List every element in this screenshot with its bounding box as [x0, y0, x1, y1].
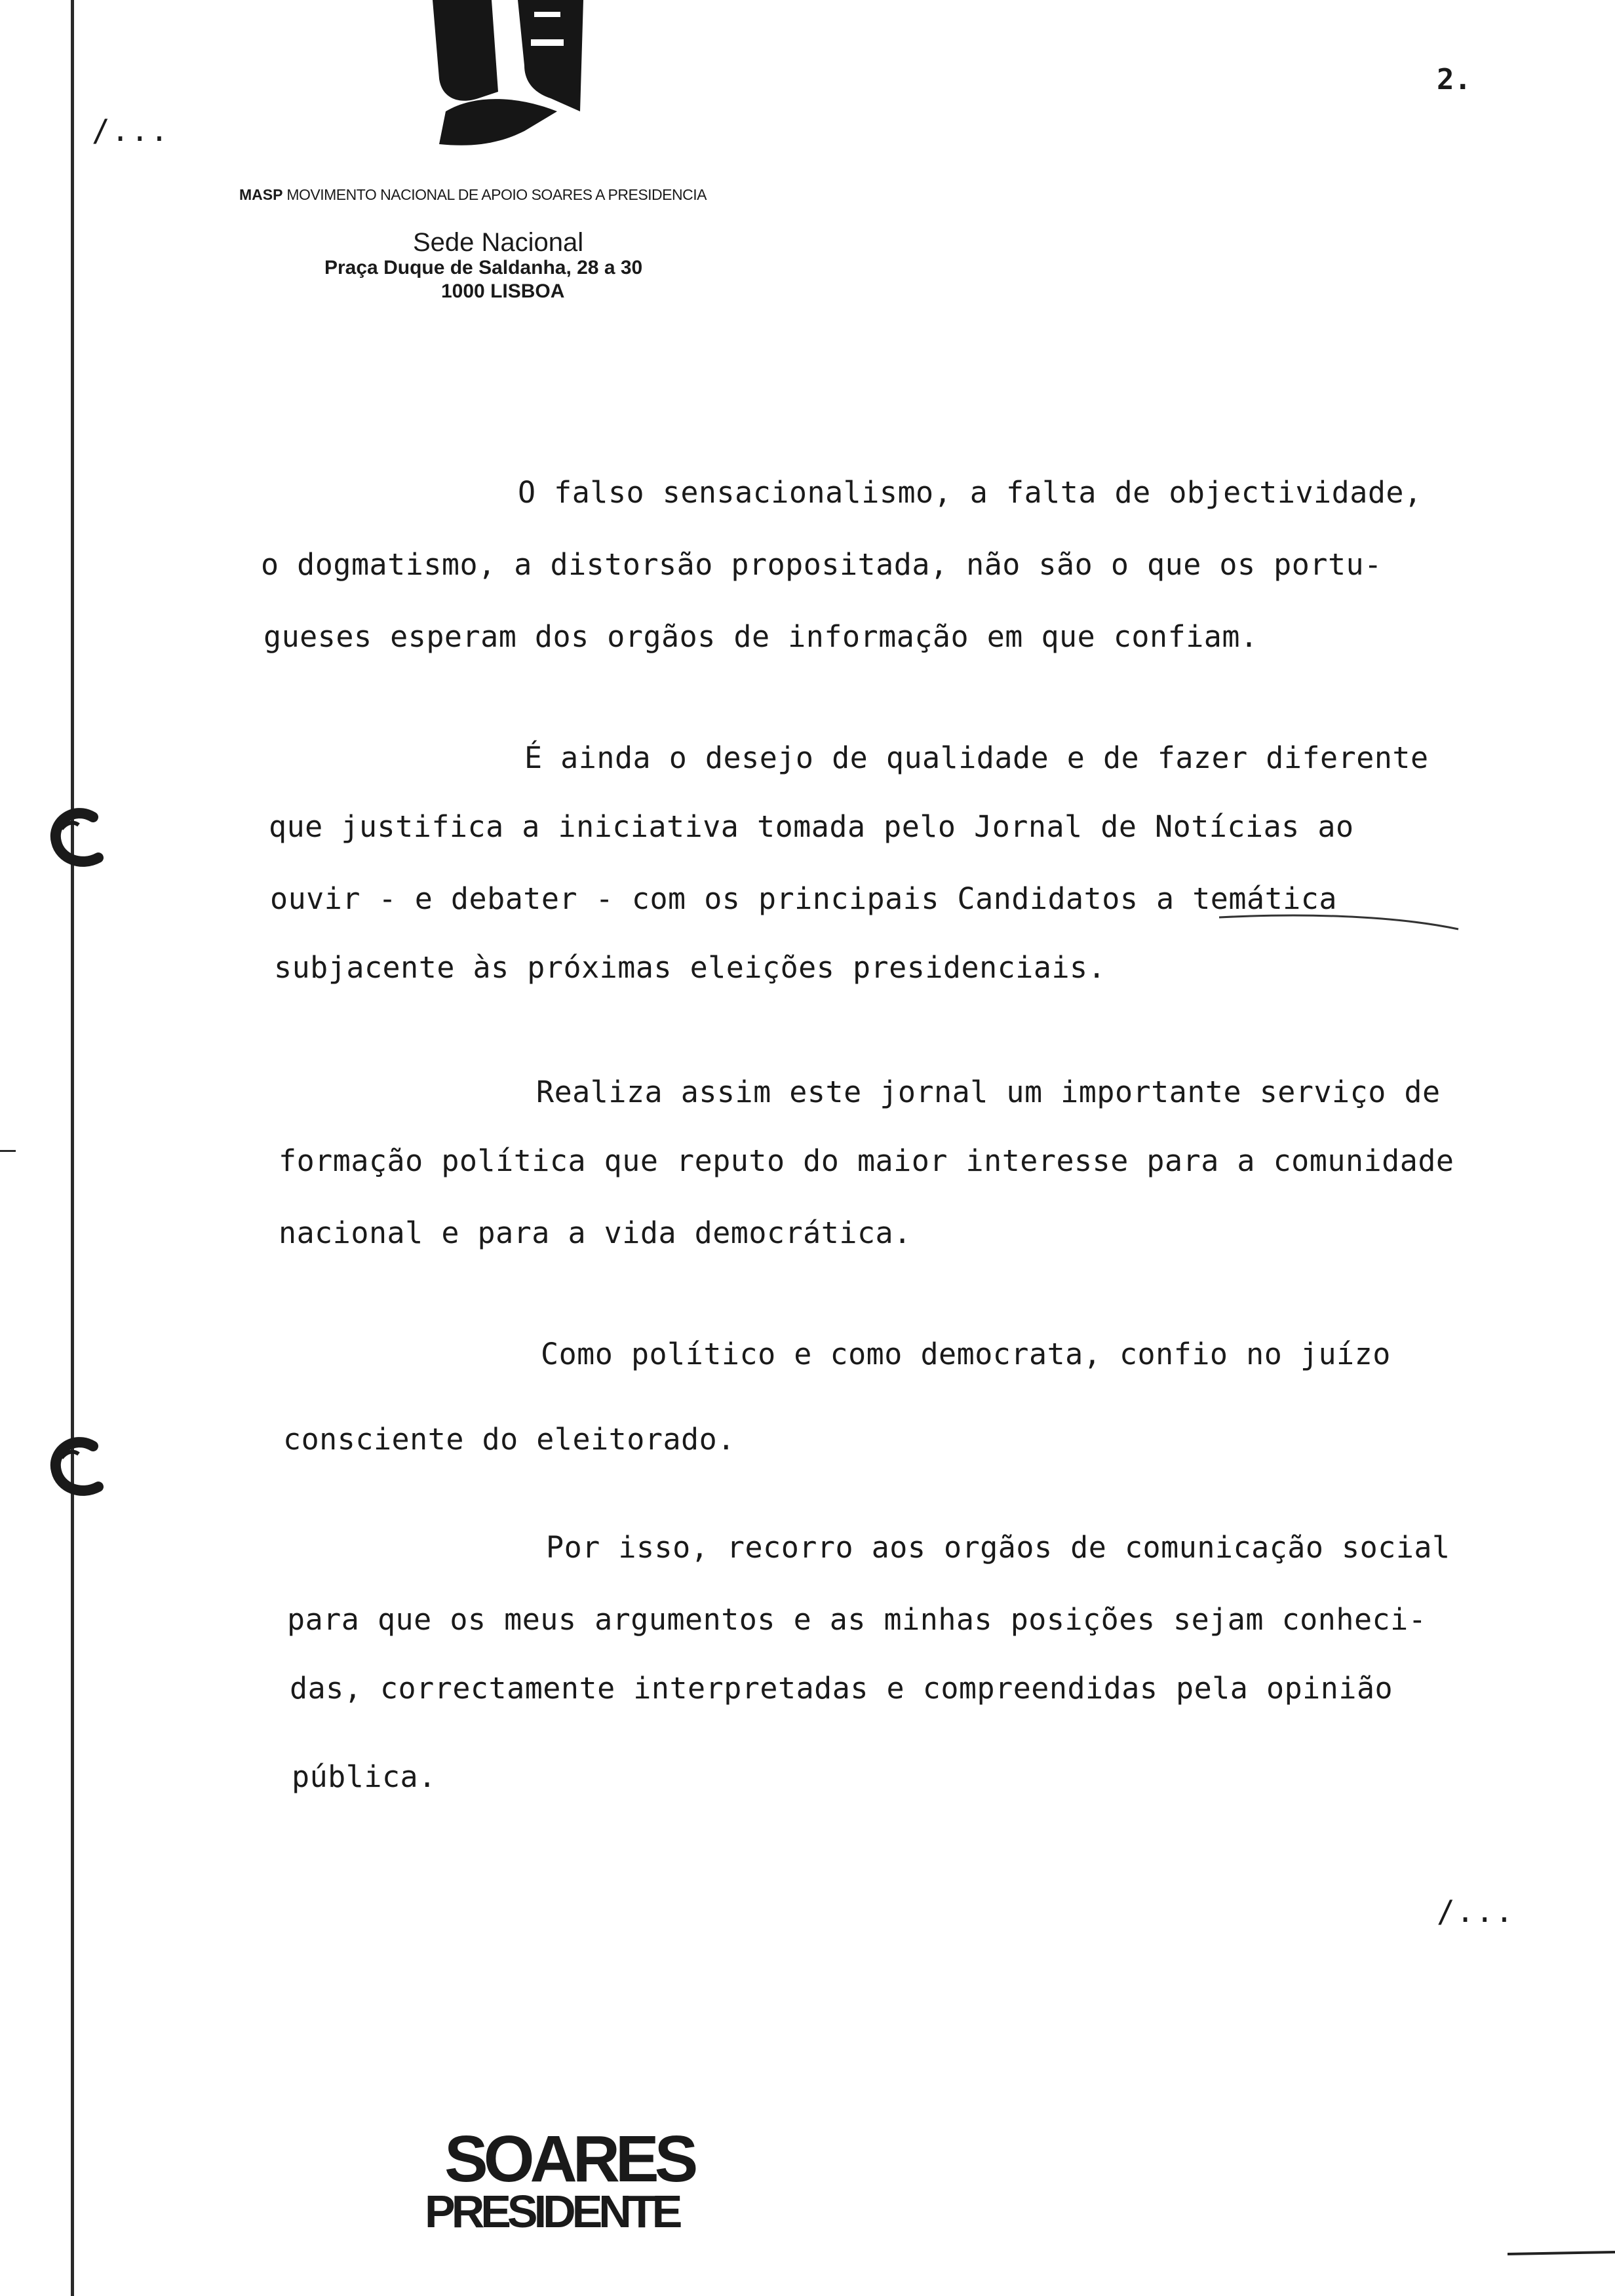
binding-margin-line	[71, 0, 74, 2296]
continued-marker-bottom: /...	[1437, 1894, 1515, 1929]
campaign-brand-line-2: PRESIDENTE	[425, 2186, 679, 2237]
body-line: para que os meus argumentos e as minhas posições sejam conheci-	[287, 1602, 1427, 1637]
body-line: pública.	[292, 1759, 437, 1794]
punch-hole-icon	[47, 1432, 107, 1500]
body-line: Como político e como democrata, confio no juízo	[541, 1337, 1391, 1371]
campaign-brand-line-1: SOARES	[444, 2122, 694, 2196]
headquarters-title: Sede Nacional	[413, 228, 584, 257]
headquarters-address: Praça Duque de Saldanha, 28 a 30	[324, 257, 643, 278]
margin-tick	[0, 1150, 16, 1152]
body-line: das, correctamente interpretadas e compreendidas pela opinião	[290, 1671, 1393, 1706]
body-line: gueses esperam dos orgãos de informação em que confiam.	[263, 619, 1258, 654]
pen-underline-mark	[1219, 911, 1462, 930]
body-line: formação política que reputo do maior interesse para a comunidade	[279, 1143, 1454, 1178]
organization-full-name: MOVIMENTO NACIONAL DE APOIO SOARES A PRESIDENCIA	[286, 186, 707, 203]
body-line: ouvir - e debater - com os principais Candidatos a temática	[270, 881, 1337, 916]
body-line: o dogmatismo, a distorsão propositada, não são o que os portu-	[261, 547, 1382, 582]
continued-marker-top: /...	[92, 113, 170, 148]
body-line: Realiza assim este jornal um importante serviço de	[536, 1075, 1441, 1109]
corner-stroke-mark	[1508, 2250, 1615, 2257]
body-line: O falso sensacionalismo, a falta de objectividade,	[518, 475, 1422, 510]
body-line: subjacente às próximas eleições presidenciais.	[274, 950, 1106, 985]
body-line: Por isso, recorro aos orgãos de comunicação social	[546, 1530, 1450, 1565]
body-line: consciente do eleitorado.	[283, 1422, 735, 1457]
campaign-logo-icon	[419, 0, 590, 164]
body-line: nacional e para a vida democrática.	[279, 1215, 912, 1250]
page-number: 2.	[1437, 63, 1471, 96]
organization-acronym: MASP	[239, 186, 283, 203]
organization-name	[239, 186, 707, 204]
body-line: que justifica a iniciativa tomada pelo Jornal de Notícias ao	[269, 809, 1354, 844]
punch-hole-icon	[47, 803, 107, 871]
body-line: É ainda o desejo de qualidade e de fazer diferente	[524, 740, 1429, 775]
headquarters-city: 1000 LISBOA	[441, 280, 565, 302]
